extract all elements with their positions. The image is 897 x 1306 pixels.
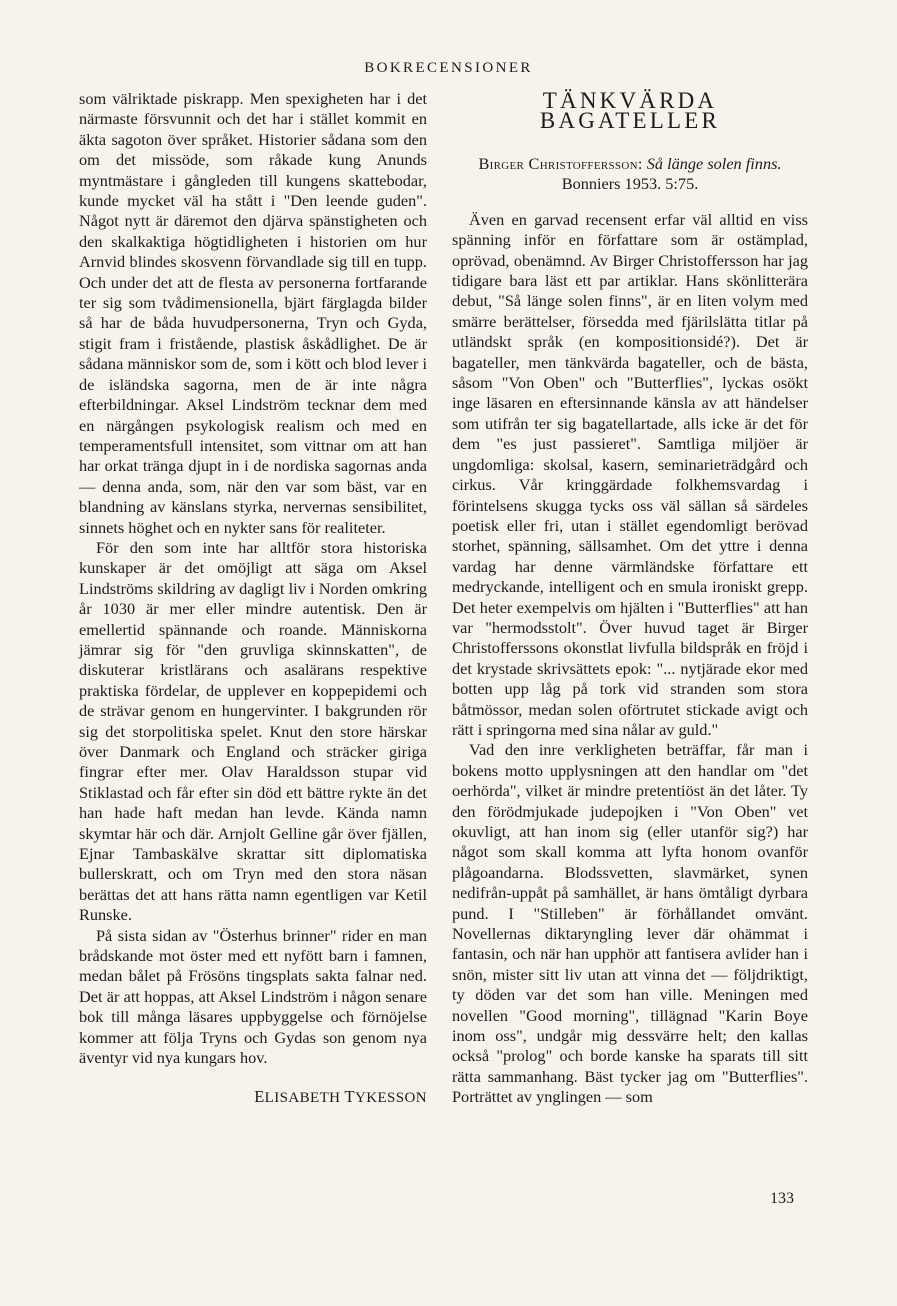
left-paragraph-2: För den som inte har alltför stora historiska kunskaper är det omöjligt att säga om Aksel Lindströms skildring av dagligt liv i Norden omkring år 1030 är mer eller mindre autentisk. Den är emellertid spännande och roande. Människorna jämrar sig för "den gruvliga skinnskatten", de diskuterar kristlärans och asalärans respektive praktiska fördelar, de upplever en koppepidemi och de strävar genom en hungervinter. I bakgrunden rör sig det storpolitiska spelet. Knut den store härskar över Danmark och England och sträcker giriga fingrar efter mer. Olav Haraldsson stupar vid Stiklastad och får efter sin död ett bättre rykte än det han hade haft medan han levde. Kända namn skymtar här och där. Arnjolt Gelline går över fjällen, Ejnar Tambaskälve skrattar sitt diplomatiska bullerskratt, och om Tryn med den stora näsan berättas det att hans rätta namn egentligen var Ketil Runske. [79,537,427,925]
review-signature: ELISABETH TYKESSON [254,1086,427,1106]
left-column [79,89,427,1108]
review-title: TÄNKVÄRDA BAGATELLER [539,88,721,134]
book-title: Så länge solen finns. [646,153,782,173]
right-column [452,89,808,1108]
book-details: Bonniers 1953. 5:75. [561,173,699,193]
left-paragraph-1: som välriktade piskrapp. Men spexigheten har i det närmaste försvunnit och det har i stället kommit en äkta sagoton över språket. Historier sådana som den om det missöde, som råkade kung Anunds myntmästare i gångleden till kungens skattebodar, kunde mycket väl ha stått i "Den leende guden". Något nytt är däremot den djärva spänstigheten och den skalkaktiga högtidligheten i historien om hur Arnvid blindes skosvenn förvandlade sig till en tupp. Och under det att de flesta av personerna fortfarande ter sig som tvådimensionella, bjärt färglagda bilder så har de båda huvudpersonerna, Tryn och Gyda, stigit fram i fristående, plastisk åskådlighet. De är sådana människor som de, som i kött och blod lever i de isländska sagorna, men de är inte några efterbildningar. Aksel Lindström tecknar dem med en närgången psykologisk realism och med en temperamentsfull intensitet, som vittnar om att han har orkat tränga djupt in i de nordiska sagornas anda — denna anda, som, när den var som bäst, var en blandning av känslans styrka, nervernas sensibilitet, sinnets höghet och en nykter sans för realiteter. [79,89,427,537]
book-info [468,154,792,194]
right-paragraph-1: Även en garvad recensent erfar väl alltid en viss spänning inför en författare som är ostämplad, oprövad, obenämnd. Av Birger Christoffersson har jag tidigare bara läst ett par artiklar. Hans skönlitterära debut, "Så länge solen finns", är en liten volym med smärre berättelser, försedda med fjärilslätta titlar på utländskt språk (en kompositionsidé?). Det är bagateller, men tänkvärda bagateller, och de bästa, såsom "Von Oben" och "Butterflies", lyckas osökt inge läsaren en eftersinnande känsla av att händelser som utifrån ter sig bagatellartade, alls icke är det för dem "es just passieret". Samtliga miljöer är ungdomliga: skolsal, kasern, seminarieträdgård och cirkus. Vår kringgärdade folkhemsvardag i förintelsens skugga tycks oss väl sällan så särdeles poetisk eller fri, utan i stället egendomligt berövad storhet, spänning, sällsamhet. Om det yttre i denna vardag har denne värmländske författare ett medryckande, intelligent och en smula ironiskt grepp. Det heter exempelvis om hjälten i "Butterflies" att han var "hermodsstolt". Över huvud taget är Birger Christofferssons okonstlat livfulla bildspråk en fröjd i det krystade skrivsättets epok: "... nytjärade ekor med botten upp låg på tork vid stranden som stora båtmössor, medan solen oförtrutet stickade avigt och rätt i springorna med sina nålar av guld." [452,209,808,739]
book-author: Birger Christoffersson: [478,153,643,173]
running-head: BOKRECENSIONER [364,60,533,76]
left-paragraph-3: På sista sidan av "Österhus brinner" rider en man brådskande mot öster med ett nyfött barn i famnen, medan bålet på Frösöns tingsplats sakta falnar ned. Det är att hoppas, att Aksel Lindström i någon senare bok till många läsares uppbyggelse och förnöjelse kommer att följa Tryns och Gydas son genom nya äventyr vid nya kungars hov. [79,925,427,1068]
page-number: 133 [770,1190,794,1207]
right-paragraph-2: Vad den inre verkligheten beträffar, får man i bokens motto upplysningen att den handlar om "det oerhörda", vilket är mindre pretentiöst än det låter. Ty den förödmjukade judepojken i "Von Oben" vet okuvligt, att han inom sig (eller utanför sig?) har något som skall komma att lyfta honom ovanför plågoandarna. Blodssvetten, slavmärket, synen nedifrån-uppåt på samhället, är hans ömtåligt dyrbara pund. I "Stilleben" är förhållandet omvänt. Novellernas diktaryngling lever där ohämmat i fantasin, och när han upphör att fantisera avlider han i snön, mister sitt liv utan att vinna det — följdriktigt, ty döden var det som han ville. Meningen med novellen "Good morning", tillägnad "Karin Boye inom oss", undgår mig dessvärre helt; den kallas också "prolog" och borde kanske ha sparats till sitt rätta sammanhang. Bäst tycker jag om "Butterflies". Porträttet av ynglingen — som [452,740,808,1107]
